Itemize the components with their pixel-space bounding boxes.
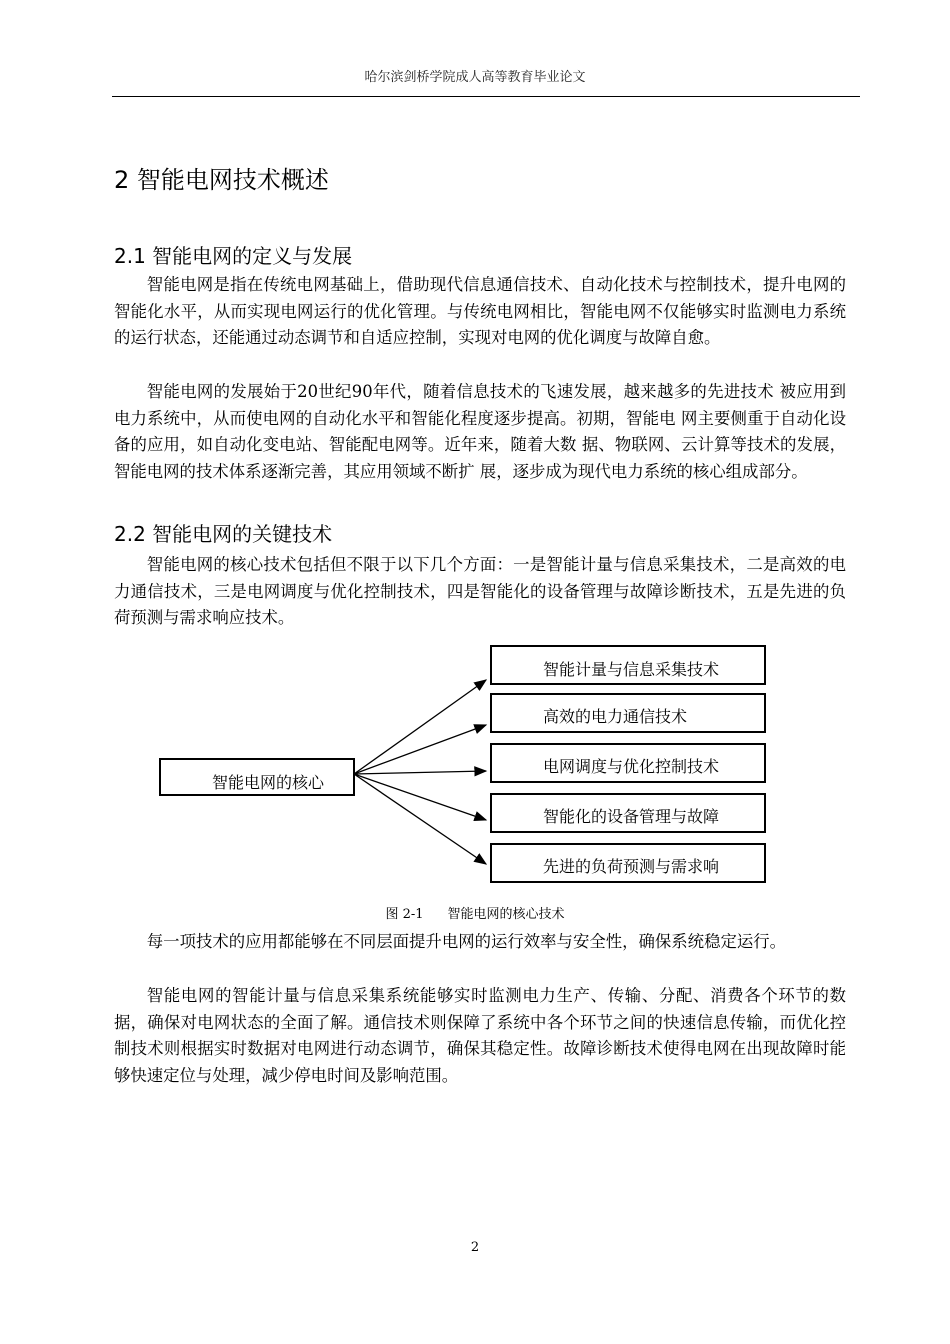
running-header: 哈尔滨剑桥学院成人高等教育毕业论文 [364, 70, 586, 85]
post-figure-paragraph-1: 每一项技术的应用都能够在不同层面提升电网的运行效率与安全性，确保系统稳定运行。 [146, 932, 787, 951]
target-node-3 [491, 744, 765, 782]
section-2-2-paragraph-1: 智能电网的核心技术包括但不限于以下几个方面：一是智能计量与信息采集技术，二是高效的电力通信技术，三是电网调度与优化控制技术，四是智能化的设备管理与故障诊断技术，五是先进的负荷预测与需求响应技术。 [114, 555, 846, 628]
arrow-1 [354, 680, 486, 774]
header-rule [112, 96, 860, 97]
chapter-title: 2 智能电网技术概述 [114, 166, 329, 194]
post-figure-paragraph-2: 智能电网的智能计量与信息采集系统能够实时监测电力生产、传输、分配、消费各个环节的数据，确保对电网状态的全面了解。通信技术则保障了系统中各个环节之间的快速信息传输，而优化控制技术则根据实时数据对电网进行动态调节，确保其稳定性。故障诊断技术使得电网在出现故障时能够快速定位与处理，减少停电时间及影响范围。 [114, 986, 846, 1086]
target-node-1-label: 智能计量与信息采集技术 [543, 660, 720, 679]
target-node-1 [491, 646, 765, 684]
arrow-3 [354, 771, 486, 774]
arrow-2 [354, 725, 486, 774]
arrow-4 [354, 774, 486, 820]
section-2-2-title: 2.2 智能电网的关键技术 [114, 522, 333, 546]
target-node-4 [491, 794, 765, 832]
core-technology-diagram [0, 640, 950, 890]
target-node-4-label: 智能化的设备管理与故障 [543, 807, 720, 826]
figure-caption-text: 智能电网的核心技术 [447, 907, 565, 922]
section-2-1-paragraph-1: 智能电网是指在传统电网基础上，借助现代信息通信技术、自动化技术与控制技术，提升电网的智能化水平，从而实现电网运行的优化管理。与传统电网相比，智能电网不仅能够实时监测电力系统的运行状态，还能通过动态调节和自适应控制，实现对电网的优化调度与故障自愈。 [114, 275, 846, 348]
source-node [160, 759, 354, 795]
arrow-5 [354, 774, 486, 864]
target-node-2 [491, 694, 765, 732]
diagram-arrows [354, 680, 486, 864]
target-node-5-label: 先进的负荷预测与需求响 [543, 857, 720, 876]
target-node-3-label: 电网调度与优化控制技术 [543, 757, 720, 776]
figure-caption [0, 903, 950, 922]
page-number: 2 [470, 1240, 480, 1255]
section-2-1-title: 2.1 智能电网的定义与发展 [114, 244, 353, 268]
target-node-2-label: 高效的电力通信技术 [543, 707, 688, 726]
section-2-1-paragraph-2: 智能电网的发展始于20世纪90年代，随着信息技术的飞速发展，越来越多的先进技术 被应用到电力系统中，从而使电网的自动化水平和智能化程度逐步提高。初期，智能电 网主要侧重于自动化设备的应用，如自动化变电站、智能配电网等。近年来，随着大数 据、物联网、云计算等技术的发展，智能电网的技术体系逐渐完善，其应用领域不断扩 展，逐步成为现代电力系统的核心组成部分。 [114, 382, 846, 482]
target-node-5 [491, 844, 765, 882]
figure-caption-number: 图 2-1 [385, 907, 424, 922]
source-node-label: 智能电网的核心 [212, 773, 325, 792]
